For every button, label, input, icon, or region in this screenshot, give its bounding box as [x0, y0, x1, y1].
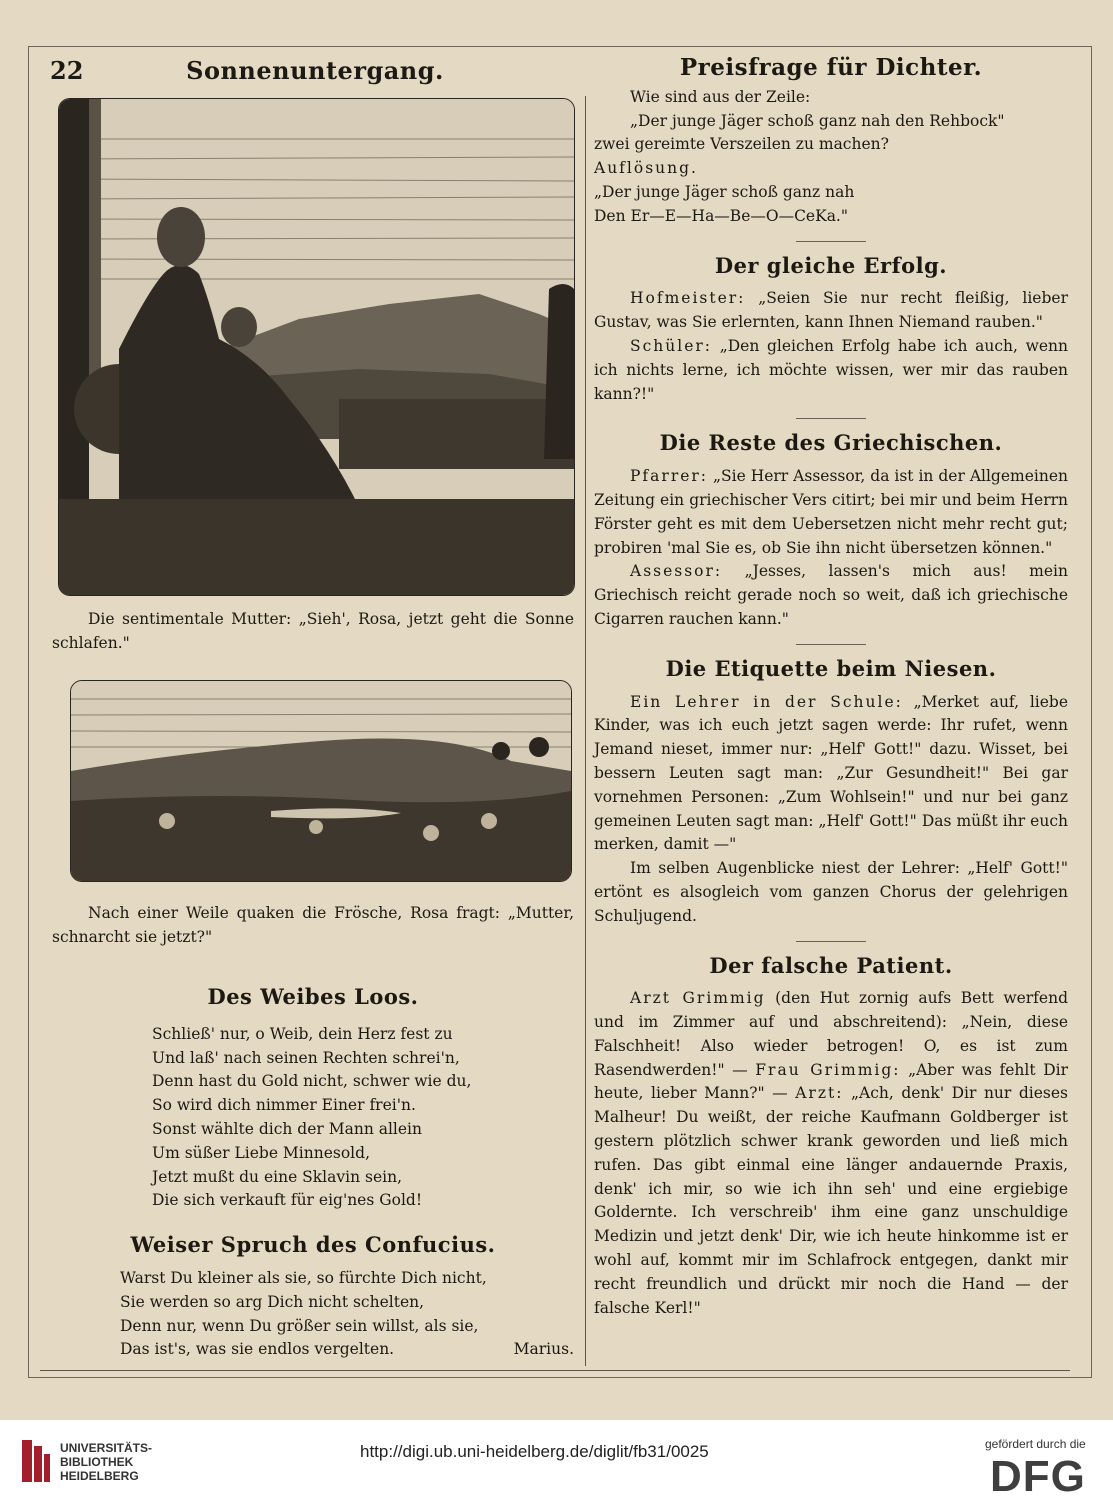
funding-label: gefördert durch die — [985, 1437, 1086, 1451]
section-rule — [796, 418, 866, 419]
speaker: Assessor: — [630, 562, 723, 581]
saying-last-row — [52, 1338, 574, 1362]
section-title-reste: Die Reste des Griechischen. — [659, 430, 1003, 456]
speaker: Hofmeister: — [630, 289, 746, 308]
poem-line: Sonst wählte dich der Mann allein — [152, 1119, 422, 1138]
paragraph-text: „Aber was fehlt Dir heute, lieber Mann?" — — [594, 1060, 1068, 1103]
library-logo-icon — [22, 1440, 56, 1486]
text-line: Wie sind aus der Zeile: — [630, 87, 811, 106]
paragraph — [594, 335, 1068, 406]
section-rule — [796, 941, 866, 942]
bottom-rule — [40, 1370, 1070, 1371]
section-title-gleiche-erfolg: Der gleiche Erfolg. — [714, 252, 948, 278]
illustration-caption-1: Die sentimentale Mutter: „Sieh', Rosa, jetzt geht die Sonne schlafen." — [52, 610, 574, 652]
library-name — [60, 1441, 152, 1483]
paragraph — [594, 465, 1068, 560]
sunset-illustration — [58, 98, 575, 596]
paragraph-text: „Sie Herr Assessor, da ist in der Allgemeinen Zeitung ein griechischer Vers citirt; bei mir und beim Herrn Förster geht es mit dem Uebersetzen nicht mehr recht gut; probiren 'mal Sie es, ob Sie ihn nicht übersetzen können." — [594, 467, 1068, 557]
footer-bar — [0, 1420, 1113, 1507]
column-divider — [585, 96, 586, 1366]
speaker: Arzt: — [795, 1084, 844, 1103]
poem-line: Denn hast du Gold nicht, schwer wie du, — [152, 1072, 472, 1091]
saying-line: Sie werden so arg Dich nicht schelten, — [120, 1292, 425, 1311]
paragraph-text: „Seien Sie nur recht fleißig, lieber Gustav, was Sie erlernten, kann Ihnen Niemand rauben." — [594, 289, 1068, 332]
poem-line: Die sich verkauft für eig'nes Gold! — [152, 1191, 423, 1210]
library-name-line: HEIDELBERG — [60, 1469, 139, 1483]
section-title-etiquette: Die Etiquette beim Niesen. — [665, 655, 997, 681]
paragraph — [594, 560, 1068, 631]
saying-author: Marius. — [513, 1340, 574, 1359]
frogs-illustration — [70, 680, 572, 882]
text-line: „Der junge Jäger schoß ganz nah den Rehbock" — [630, 111, 1005, 130]
source-url-link[interactable]: http://digi.ub.uni-heidelberg.de/diglit/fb31/0025 — [360, 1442, 709, 1461]
paragraph-text: „Jesses, lassen's mich aus! mein Griechisch reicht gerade noch so weit, daß ich griechische Cigarren rauchen kann." — [594, 562, 1068, 628]
paragraph: Im selben Augenblicke niest der Lehrer: „Helf' Gott!" ertönt es alsogleich vom ganzen Chorus der gelehrigen Schuljugend. — [594, 859, 1068, 925]
speaker: Frau Grimmig: — [755, 1060, 901, 1079]
paragraph-text: „Ach, denk' Dir nur dieses Malheur! Du weißt, der reiche Kaufmann Goldberger ist gestern plötzlich schwer krank geworden und ließ mich rufen. Das gibt einmal eine länger andauernde Praxis, denk' ich mir, so wie ich ihn seh' und eine ergiebige Goldernte. Ich verschreib' ihm eine ganz unschuldige Medizin und jetzt denk' Dir, wie ich heute hinkomme ist er wohl auf, kommt mir im Schlafrock entgegen, dankt mir recht freundlich und drückt mir noch die Hand — der falsche Kerl!" — [594, 1084, 1068, 1317]
frogs-illustration-drawing — [71, 681, 571, 881]
page-number: 22 — [50, 56, 84, 85]
text-line: zwei gereimte Verszeilen zu machen? — [594, 135, 889, 154]
right-column — [594, 56, 1068, 1320]
paragraph-text: „Den gleichen Erfolg habe ich auch, wenn ich nichts lerne, ich möchte wissen, wer mir das rauben kann?!" — [594, 336, 1068, 403]
page-title-left: Sonnenuntergang. — [186, 56, 444, 85]
poem-title: Des Weibes Loos. — [207, 984, 419, 1009]
speaker: Schüler: — [630, 336, 713, 355]
saying-title: Weiser Spruch des Confucius. — [130, 1232, 496, 1258]
saying-line: Warst Du kleiner als sie, so fürchte Dich nicht, — [120, 1268, 487, 1287]
saying-line: Das ist's, was sie endlos vergelten. — [120, 1340, 395, 1359]
dfg-logo: DFG — [990, 1452, 1086, 1501]
section-title-preisfrage: Preisfrage für Dichter. — [679, 54, 983, 81]
sunset-illustration-drawing — [59, 99, 574, 595]
paragraph — [594, 287, 1068, 335]
speaker: Ein Lehrer in der Schule: — [630, 692, 903, 711]
text-line: „Der junge Jäger schoß ganz nah — [594, 182, 855, 201]
poem-line: Jetzt mußt du eine Sklavin sein, — [152, 1167, 402, 1186]
paragraph — [594, 987, 1068, 1320]
speaker: Pfarrer: — [630, 467, 709, 486]
speaker: Arzt Grimmig — [630, 989, 766, 1008]
poem-line: Schließ' nur, o Weib, dein Herz fest zu — [152, 1024, 453, 1043]
saying-line: Denn nur, wenn Du größer sein willst, als sie, — [120, 1316, 479, 1335]
illustration-caption-2: Nach einer Weile quaken die Frösche, Rosa fragt: „Mutter, schnarcht sie jetzt?" — [52, 904, 574, 946]
poem-line: Um süßer Liebe Minnesold, — [152, 1143, 370, 1162]
paragraph-text: (den Hut zornig aufs Bett werfend und im Zimmer auf und abschreitend): „Nein, diese Falschheit! Also wieder betrogen! O, es ist zum Rasendwerden!" — — [594, 989, 1068, 1079]
paragraph — [594, 691, 1068, 858]
section-rule — [796, 644, 866, 645]
library-name-line: UNIVERSITÄTS- — [60, 1441, 153, 1455]
paragraph-text: „Merket auf, liebe Kinder, was ich euch jetzt sagen werde: Ihr rufet, wenn Jemand nieset, immer nur: „Helf' Gott!" dazu. Wisset, bei bessern Leuten sagt man: „Zur Gesundheit!" Bei gar vornehmen Personen: „Zum Wohlsein!" und nur bei ganz gemeinen Leuten sagt man: „Helf' Gott!" Das müßt ihr euch merken, damit —" — [594, 692, 1069, 854]
text-line: Auflösung. — [594, 159, 698, 178]
section-title-patient: Der falsche Patient. — [709, 952, 953, 978]
section-rule — [796, 241, 866, 242]
left-column-poems — [52, 975, 574, 1362]
saying — [52, 1267, 574, 1362]
poem-line: Und laß' nach seinen Rechten schrei'n, — [152, 1048, 460, 1067]
library-name-line: BIBLIOTHEK — [60, 1455, 134, 1469]
poem-line: So wird dich nimmer Einer frei'n. — [152, 1096, 416, 1115]
poem — [52, 1023, 574, 1213]
text-line: Den Er—E—Ha—Be—O—CeKa." — [594, 206, 848, 225]
